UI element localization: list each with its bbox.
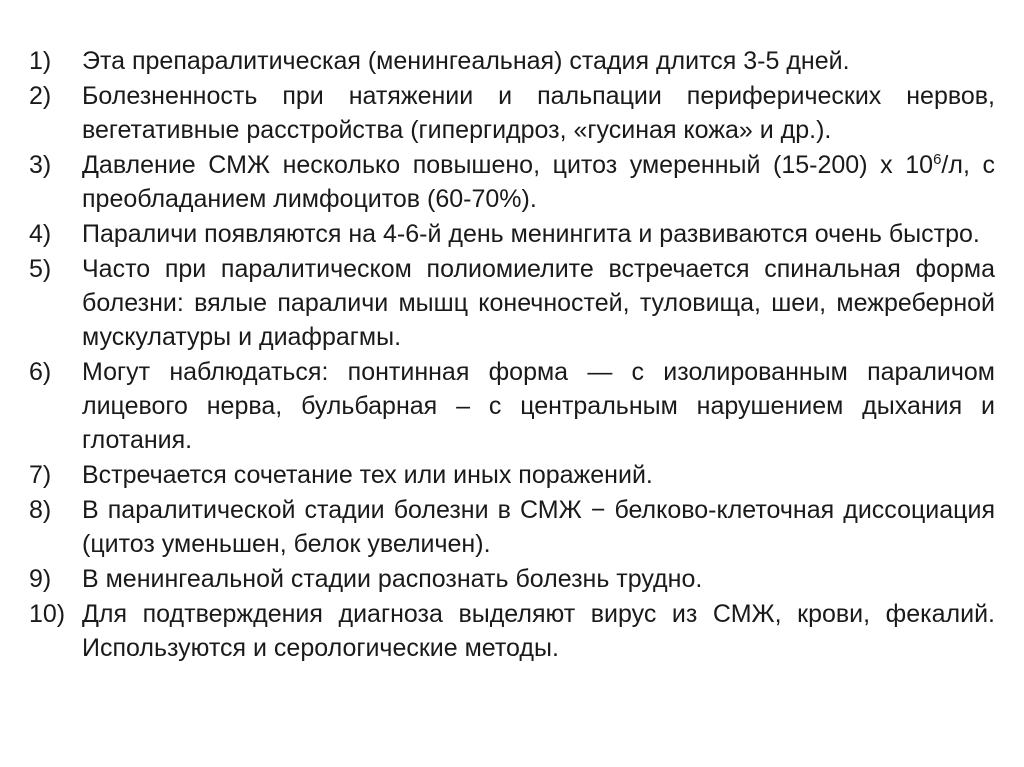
item-text: Встречается сочетание тех или иных поражений. [82, 461, 653, 489]
item-text: Болезненность при натяжении и пальпации периферических нервов, вегетативные расстройства (гипергидроз, «гусиная кожа» и др.). [82, 82, 995, 144]
list-item [0, 458, 1024, 492]
item-text: В паралитической стадии болезни в СМЖ − белково-клеточная диссоциация (цитоз уменьшен, белок увеличен). [82, 496, 995, 558]
item-text-after: /л, с преобладанием лимфоцитов (60-70%). [82, 151, 995, 213]
item-text-before: Давление СМЖ несколько повышено, цитоз умеренный (15-200) х 10 [82, 151, 934, 179]
superscript: 6 [933, 151, 942, 168]
numbered-list [0, 44, 1024, 665]
item-number: 4) [29, 220, 52, 248]
list-item [0, 148, 1024, 216]
item-text: В менингеальной стадии распознать болезнь трудно. [82, 565, 703, 593]
list-item [0, 562, 1024, 596]
item-number: 2) [29, 82, 52, 110]
item-number: 6) [29, 358, 52, 386]
list-item [0, 597, 1024, 665]
item-number: 1) [29, 47, 52, 75]
item-number: 8) [29, 496, 52, 524]
item-text: Параличи появляются на 4-6-й день менингита и развиваются очень быстро. [82, 220, 980, 248]
item-number: 10) [29, 600, 66, 628]
list-item [0, 252, 1024, 354]
item-number: 3) [29, 151, 52, 179]
slide-content [0, 44, 1024, 666]
list-item [0, 79, 1024, 147]
list-item [0, 44, 1024, 78]
list-item [0, 217, 1024, 251]
item-text: Для подтверждения диагноза выделяют вирус из СМЖ, крови, фекалий. Используются и серологические методы. [82, 600, 995, 662]
item-text: Эта препаралитическая (менингеальная) стадия длится 3-5 дней. [82, 47, 850, 75]
item-text: Часто при паралитическом полиомиелите встречается спинальная форма болезни: вялые параличи мышц конечностей, туловища, шеи, межреберной мускулатуры и диафрагмы. [82, 255, 995, 351]
item-number: 7) [29, 461, 52, 489]
item-text: Могут наблюдаться: понтинная форма — с изолированным параличом лицевого нерва, бульбарная – с центральным нарушением дыхания и глотания. [82, 358, 995, 454]
list-item [0, 355, 1024, 457]
item-number: 5) [29, 255, 52, 283]
item-number: 9) [29, 565, 52, 593]
list-item [0, 493, 1024, 561]
